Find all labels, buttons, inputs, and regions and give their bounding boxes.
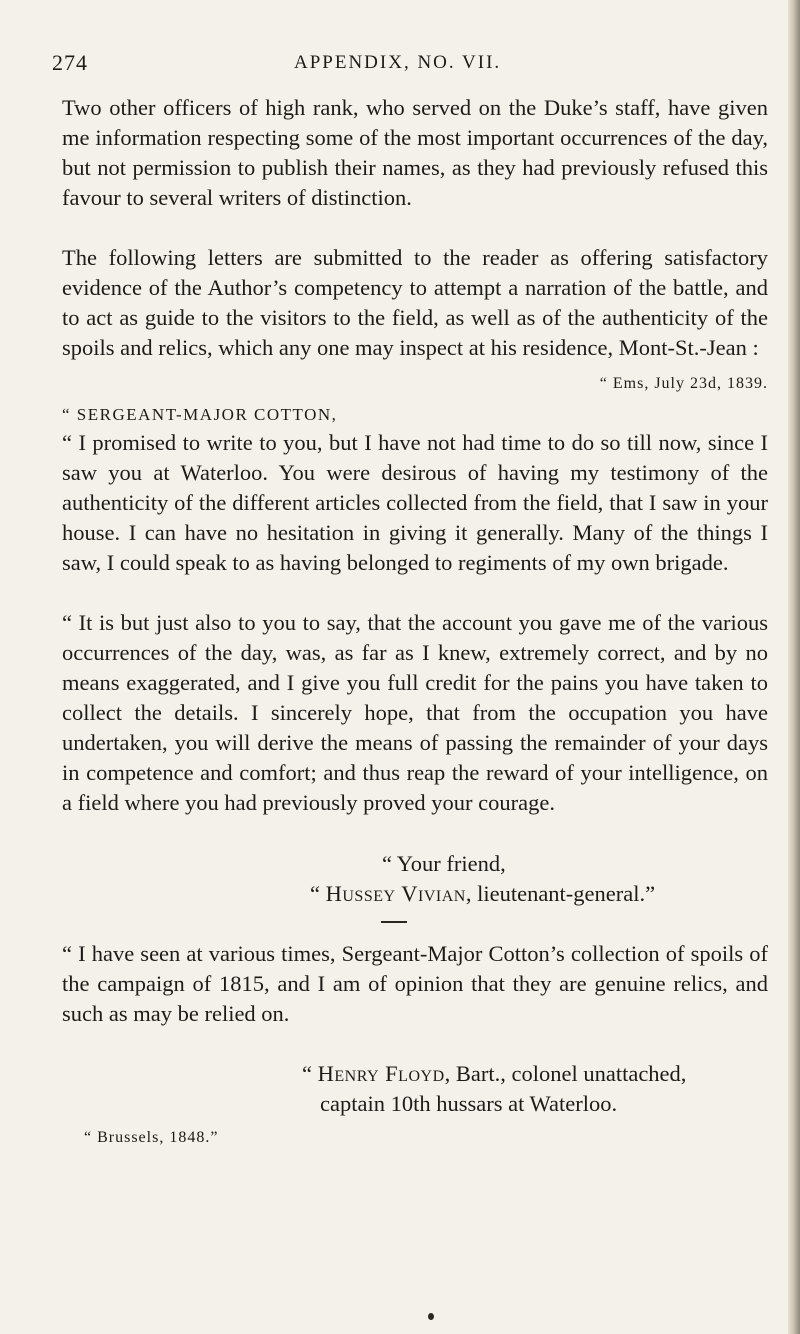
letter2-signature-rest: , Bart., colonel unattached, (444, 1061, 687, 1086)
letter1-addressee: “ SERGEANT-MAJOR COTTON, (62, 405, 338, 424)
letter1-place-date: “ Ems, July 23d, 1839. (599, 375, 768, 392)
letter2-signature-line1 (302, 1059, 686, 1089)
paragraph-letters-intro: The following letters are submitted to the reader as offering satisfactory evidence of the Author’s competency to attempt a narration of the battle, and to act as guide to the visitors to the field, as well as of the authenticity of the spoils and relics, which any one may inspect at his residence, Mont-St.-Jean : (62, 245, 768, 360)
letter2-signature-quote: “ (302, 1061, 318, 1086)
section-divider (381, 921, 407, 923)
ink-speck (428, 1313, 434, 1320)
letter2-signature-name: Henry Floyd (317, 1061, 445, 1086)
page-number: 274 (52, 50, 88, 75)
page-header (52, 50, 772, 80)
letter2-place-date: “ Brussels, 1848.” (84, 1129, 219, 1146)
letter1-paragraph-2: “ It is but just also to you to say, that the account you gave me of the various occurrences of the day, was, as far as I knew, extremely correct, and by no means exaggerated, and I give you full credit for the pains you have taken to collect the details. I sincerely hope, that from the occupation you have undertaken, you will derive the means of passing the remainder of your days in competence and comfort; and thus reap the reward of your intelligence, on a field where you had previously proved your courage. (62, 610, 768, 815)
letter2-signature-line2: captain 10th hussars at Waterloo. (320, 1091, 618, 1116)
letter1-signature-name: Hussey Vivian (325, 881, 466, 906)
letter1-signature-title: , lieutenant-general.” (465, 881, 656, 906)
letter1-signature-quote: “ (310, 881, 326, 906)
page-edge (788, 0, 800, 1334)
running-head: APPENDIX, NO. VII. (294, 52, 502, 73)
letter1-signature (310, 879, 655, 909)
letter1-paragraph-1: “ I promised to write to you, but I have not had time to do so till now, since I saw you at Waterloo. You were desirous of having my testimony of the authenticity of the different articles collected from the field, that I saw in your house. I can have no hesitation in giving it generally. Many of the things I saw, I could speak to as having belonged to regiments of my own brigade. (62, 430, 768, 575)
paragraph-officers: Two other officers of high rank, who served on the Duke’s staff, have given me information respecting some of the most important occurrences of the day, but not permission to publish their names, as they had previously refused this favour to several writers of distinction. (62, 95, 768, 210)
letter1-closing: “ Your friend, (382, 851, 506, 876)
letter2-text: “ I have seen at various times, Sergeant-Major Cotton’s collection of spoils of the campaign of 1815, and I am of opinion that they are genuine relics, and such as may be relied on. (62, 941, 768, 1026)
